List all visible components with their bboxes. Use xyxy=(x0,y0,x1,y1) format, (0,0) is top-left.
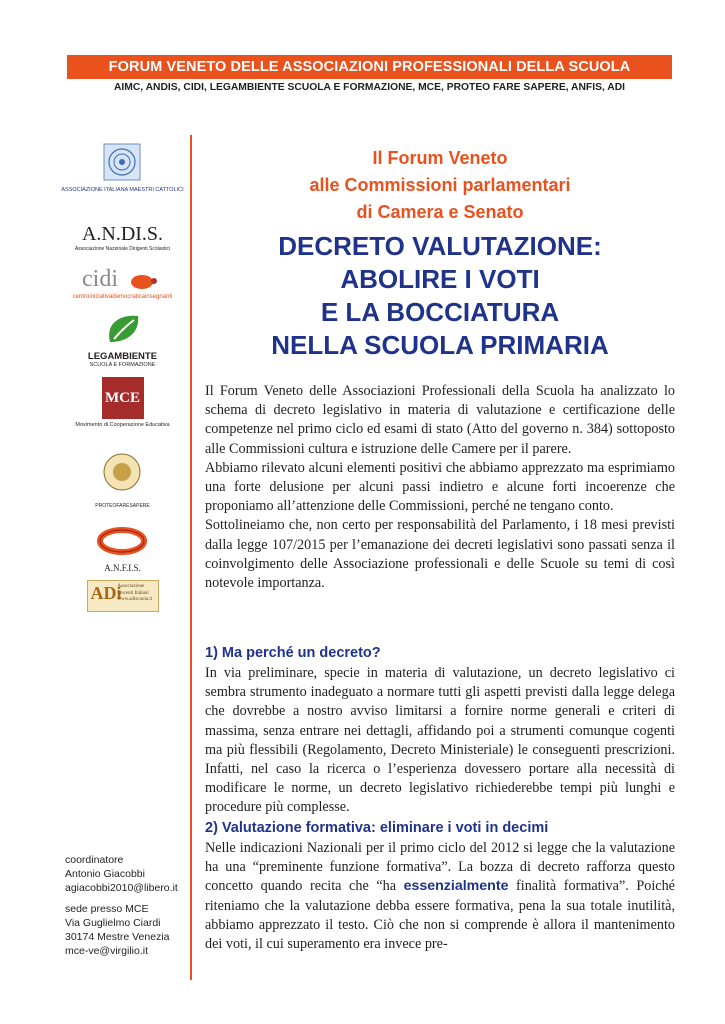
mce-logo xyxy=(60,377,185,429)
section-1-heading: 1) Ma perché un decreto? xyxy=(205,645,381,661)
coordinator-contact xyxy=(65,853,195,895)
legambiente-wordmark: LEGAMBIENTE xyxy=(87,351,158,362)
cidi-wordmark: cidi xyxy=(82,266,118,292)
andis-wordmark: A.N.DI.S. xyxy=(81,223,164,245)
seat-street: Via Guglielmo Ciardi xyxy=(65,917,161,929)
intro-line-2: alle Commissioni parlamentari xyxy=(309,175,571,195)
andis-caption: Associazione Nazionale Dirigenti Scolastici xyxy=(74,246,171,252)
section-2-body xyxy=(205,839,675,954)
mce-caption: Movimento di Cooperazione Educativa xyxy=(75,422,170,428)
title-line-2: ABOLIRE I VOTI xyxy=(340,264,540,294)
legambiente-caption: SCUOLA E FORMAZIONE xyxy=(89,362,156,368)
aimc-emblem-icon xyxy=(60,142,185,182)
intro-line-1: Il Forum Veneto xyxy=(372,148,508,168)
seat-city: 30174 Mestre Venezia xyxy=(65,931,170,943)
section-2-text-a: Nelle indicazioni Nazionali per il primo ciclo del 2012 si legge che la valutazione ha una “preminente funzione formativa”. La bozza di decreto rafforza questo concetto quando recita che “ha xyxy=(205,840,675,895)
anfis-caption: A.N.F.I.S. xyxy=(104,563,141,573)
legambiente-logo xyxy=(60,312,185,369)
intro-line-3: di Camera e Senato xyxy=(356,202,524,222)
anfis-logo xyxy=(60,525,185,574)
turtle-icon xyxy=(128,270,158,292)
proteo-caption: PROTEOFARESAPERE xyxy=(95,503,150,509)
anfis-ring-icon xyxy=(60,525,185,557)
adi-caption-1: Associazione xyxy=(117,584,145,589)
adi-caption-3: www.adiscuola.it xyxy=(117,597,153,602)
title-line-4: NELLA SCUOLA PRIMARIA xyxy=(271,330,609,360)
section-2-heading: 2) Valutazione formativa: eliminare i voti in decimi xyxy=(205,820,549,836)
seat-label: sede presso MCE xyxy=(65,903,149,915)
paragraph-1: Il Forum Veneto delle Associazioni Professionali della Scuola ha analizzato lo schema di decreto legislativo in materia di valutazione e certificazione delle competenze nel primo ciclo ed esami di stato (Atto del governo n. 384) sottoposto alle Commissioni cultura e istruzione delle Camere per il parere. xyxy=(205,383,675,457)
intro-heading xyxy=(205,145,675,226)
page-title xyxy=(205,230,675,362)
section-2-highlight: essenzialmente xyxy=(403,878,509,895)
leaf-icon xyxy=(60,312,185,346)
section-1-body xyxy=(205,664,675,818)
title-line-3: E LA BOCCIATURA xyxy=(320,297,560,327)
intro-body xyxy=(205,382,675,593)
seat-address xyxy=(65,902,195,958)
paragraph-2: Abbiamo rilevato alcuni elementi positivi che abbiamo apprezzato ma esprimiamo una forte delusione per alcuni passi indietro e alcune forti incoerenze che proponiamo all’attenzione delle Commissioni, perché ne tengano conto. xyxy=(205,459,675,515)
section-2-text xyxy=(205,839,675,954)
section-1-text: In via preliminare, specie in materia di valutazione, un decreto legislativo ci sembra strumento inadeguato a normare tutti gli aspetti previsti dalla legge delega che dovrebbe a nostro avviso limitarsi a fornire norme generali e criteri di massima, senza entrare nei dettagli, affidando poi a strumenti comunque cogenti ma più flessibili (Regolamento, Decreto Ministeriale) le conseguenti prescrizioni. Infatti, nel caso la ricerca o l’esperienza dovessero portare alla necessità di modificare le norme, un decreto legislativo richiederebbe tempi più lunghi e procedure più complesse. xyxy=(205,665,675,816)
seat-email[interactable]: mce-ve@virgilio.it xyxy=(65,945,149,957)
cidi-caption: centroiniziativademocraticainsegnanti xyxy=(72,294,173,300)
section-2-text-b: finalità formativa”. Poiché riteniamo che la valutazione debba essere formativa, pena la sua totale inutilità, abbiamo apprezzato il testo. Ciò che non si comprende è allora il mantenimento dei voti, il cui superamento era invece pre- xyxy=(205,878,675,953)
paragraph-3: Sottolineiamo che, non certo per responsabilità del Parlamento, i 18 mesi previsti dalla legge 107/2015 per l’emanazione dei decreti legislativi sono passati senza il coinvolgimento delle Associazione professionali e delle Scuole su temi di così notevole importanza. xyxy=(205,517,675,592)
coordinator-role: coordinatore xyxy=(65,854,124,866)
cidi-logo xyxy=(60,266,185,301)
aimc-caption: ASSOCIAZIONE ITALIANA MAESTRI CATTOLICI xyxy=(61,187,184,193)
coordinator-email[interactable]: agiacobbi2010@libero.it xyxy=(65,882,178,894)
proteo-logo xyxy=(60,450,185,510)
member-associations: AIMC, ANDIS, CIDI, LEGAMBIENTE SCUOLA E FORMAZIONE, MCE, PROTEO FARE SAPERE, ANFIS, ADI xyxy=(113,82,626,93)
coordinator-name: Antonio Giacobbi xyxy=(65,868,145,880)
aimc-logo xyxy=(60,142,185,194)
proteo-emblem-icon xyxy=(60,450,185,498)
andis-logo xyxy=(60,222,185,253)
title-line-1: DECRETO VALUTAZIONE: xyxy=(278,231,602,261)
adi-wordmark: ADi xyxy=(90,583,122,603)
mce-emblem: MCE xyxy=(102,377,144,419)
adi-caption-2: Docenti Italiani xyxy=(117,590,149,596)
forum-banner: FORUM VENETO DELLE ASSOCIAZIONI PROFESSIONALI DELLA SCUOLA xyxy=(67,55,672,79)
adi-logo xyxy=(60,580,185,612)
